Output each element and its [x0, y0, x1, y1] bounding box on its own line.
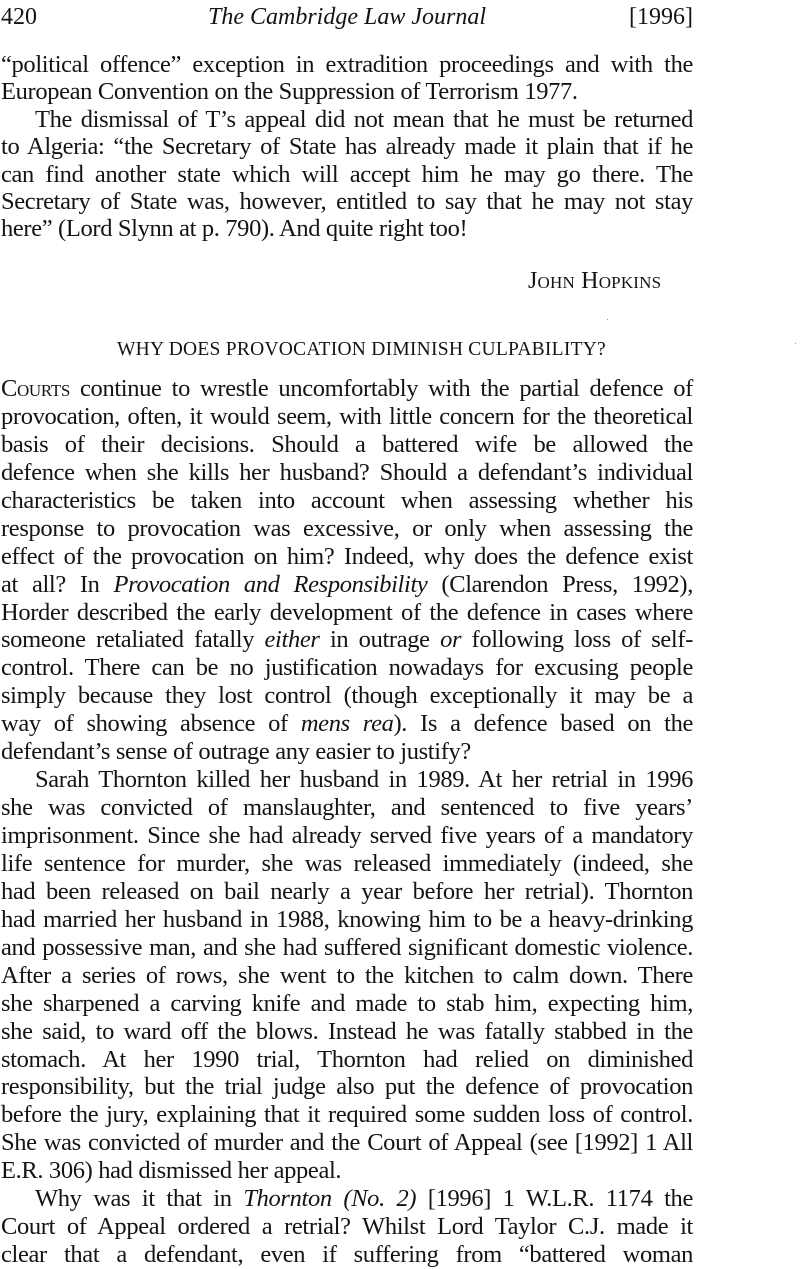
text-run: clear that a defendant, even if suffering from “battered woman: [1, 1241, 693, 1269]
text-line: [1, 906, 693, 934]
text-line: [1, 1185, 693, 1213]
text-run: characteristics be taken into account when assessing whether his: [1, 486, 693, 514]
text-run: basis of their decisions. Should a battered wife be allowed the: [1, 430, 693, 458]
text-run: she was convicted of manslaughter, and sentenced to five years’: [1, 794, 693, 822]
text-run: simply because they lost control (though exceptionally it may be a: [1, 682, 693, 710]
text-run: had been released on bail nearly a year before her retrial). Thornton: [1, 877, 693, 905]
italic-text: or: [440, 626, 462, 654]
text-line: [1, 543, 693, 571]
text-run: to Algeria: “the Secretary of State has already made it plain that if he: [1, 133, 693, 161]
text-run: before the jury, explaining that it required some sudden loss of control.: [1, 1101, 693, 1129]
text-line: [1, 1129, 693, 1157]
text-line: [1, 766, 693, 794]
small-caps-text: Courts: [1, 375, 70, 402]
text-run: provocation, often, it would seem, with little concern for the theoretical: [1, 402, 693, 430]
text-run: can find another state which will accept him he may go there. The: [1, 160, 693, 188]
text-line: [1, 850, 693, 878]
text-run: The dismissal of T’s appeal did not mean that he must be returned: [35, 105, 693, 133]
text-run: [1996] 1 W.L.R. 1174 the: [416, 1185, 693, 1213]
text-line: [1, 962, 693, 990]
running-head: [1, 2, 693, 32]
scan-speck: [607, 319, 608, 320]
text-run: she sharpened a carving knife and made to stab him, expecting him,: [1, 989, 693, 1017]
text-run: following loss of self-: [461, 626, 693, 654]
text-line: [1, 78, 693, 105]
text-line: [1, 106, 693, 133]
text-run: Horder described the early development of the defence in cases where: [1, 598, 693, 626]
text-run: She was convicted of murder and the Court of Appeal (see [1992] 1 All: [1, 1129, 693, 1157]
text-run: and possessive man, and she had suffered significant domestic violence.: [1, 933, 693, 961]
text-line: [1, 571, 693, 599]
text-run: defence when she kills her husband? Should a defendant’s individual: [1, 458, 693, 486]
text-line: [1, 1213, 693, 1241]
text-run: responsibility, but the trial judge also put the defence of provocation: [1, 1073, 693, 1101]
text-line: [1, 794, 693, 822]
text-run: (Clarendon Press, 1992),: [427, 570, 693, 598]
text-run: After a series of rows, she went to the kitchen to calm down. There: [1, 961, 693, 989]
text-run: way of showing absence of: [1, 710, 301, 738]
text-line: [1, 161, 693, 188]
text-line: [1, 599, 693, 627]
text-run: Secretary of State was, however, entitled to say that he may not stay: [1, 187, 693, 215]
text-line: [1, 1157, 693, 1185]
text-run: someone retaliated fatally: [1, 626, 265, 654]
journal-title: The Cambridge Law Journal: [207, 4, 486, 30]
text-run: Sarah Thornton killed her husband in 1989. At her retrial in 1996: [35, 766, 693, 794]
text-line: [1, 403, 693, 431]
text-line: [1, 1046, 693, 1074]
text-line: [1, 934, 693, 962]
previous-note-conclusion: [1, 51, 693, 243]
text-line: [1, 710, 693, 738]
text-run: European Convention on the Suppression of Terrorism 1977.: [1, 78, 578, 106]
text-run: stomach. At her 1990 trial, Thornton had relied on diminished: [1, 1045, 693, 1073]
text-run: response to provocation was excessive, or only when assessing the: [1, 514, 693, 542]
text-line: [1, 822, 693, 850]
scan-speck: [795, 343, 796, 344]
italic-text: mens rea: [300, 710, 394, 738]
text-line: [1, 654, 693, 682]
text-run: defendant’s sense of outrage any easier to justify?: [1, 738, 471, 766]
text-line: [1, 1073, 693, 1101]
text-run: here” (Lord Slynn at p. 790). And quite right too!: [1, 215, 468, 243]
text-run: “political offence” exception in extradition proceedings and with the: [1, 51, 693, 78]
text-run: Why was it that in: [35, 1185, 244, 1213]
volume-year: [1996]: [629, 4, 693, 30]
text-line: [1, 133, 693, 160]
text-line: [1, 375, 693, 403]
text-run: had married her husband in 1988, knowing him to be a heavy-drinking: [1, 905, 693, 933]
text-line: [1, 487, 693, 515]
text-line: [1, 682, 693, 710]
text-line: [1, 51, 693, 78]
italic-text: Provocation and Responsibility: [113, 570, 428, 598]
text-run: control. There can be no justification nowadays for excusing people: [1, 654, 693, 682]
text-run: E.R. 306) had dismissed her appeal.: [1, 1157, 342, 1185]
text-run: at all? In: [1, 570, 114, 598]
text-line: [1, 1241, 693, 1269]
page-number: 420: [1, 4, 37, 30]
text-run: Court of Appeal ordered a retrial? Whilst Lord Taylor C.J. made it: [1, 1213, 693, 1241]
text-run: life sentence for murder, she was released immediately (indeed, she: [1, 849, 693, 877]
italic-text: Thornton (No. 2): [243, 1185, 417, 1213]
article-heading: WHY DOES PROVOCATION DIMINISH CULPABILITY?: [117, 339, 606, 360]
article-body: [1, 375, 693, 1269]
text-line: [1, 1101, 693, 1129]
text-line: [1, 459, 693, 487]
text-line: [1, 626, 693, 654]
text-line: [1, 215, 693, 242]
text-line: [1, 515, 693, 543]
text-line: [1, 738, 693, 766]
text-run: ). Is a defence based on the: [393, 710, 693, 738]
text-run: imprisonment. Since she had already served five years of a mandatory: [1, 822, 693, 849]
text-line: [1, 1018, 693, 1046]
text-line: [1, 188, 693, 215]
text-run: in outrage: [319, 626, 441, 654]
text-line: [1, 431, 693, 459]
text-run: effect of the provocation on him? Indeed, why does the defence exist: [1, 542, 693, 570]
text-run: continue to wrestle uncomfortably with the partial defence of: [69, 375, 693, 402]
text-line: [1, 878, 693, 906]
text-run: she said, to ward off the blows. Instead he was fatally stabbed in the: [1, 1017, 693, 1045]
text-line: [1, 990, 693, 1018]
author-signature: John Hopkins: [528, 268, 662, 294]
italic-text: either: [264, 626, 320, 654]
